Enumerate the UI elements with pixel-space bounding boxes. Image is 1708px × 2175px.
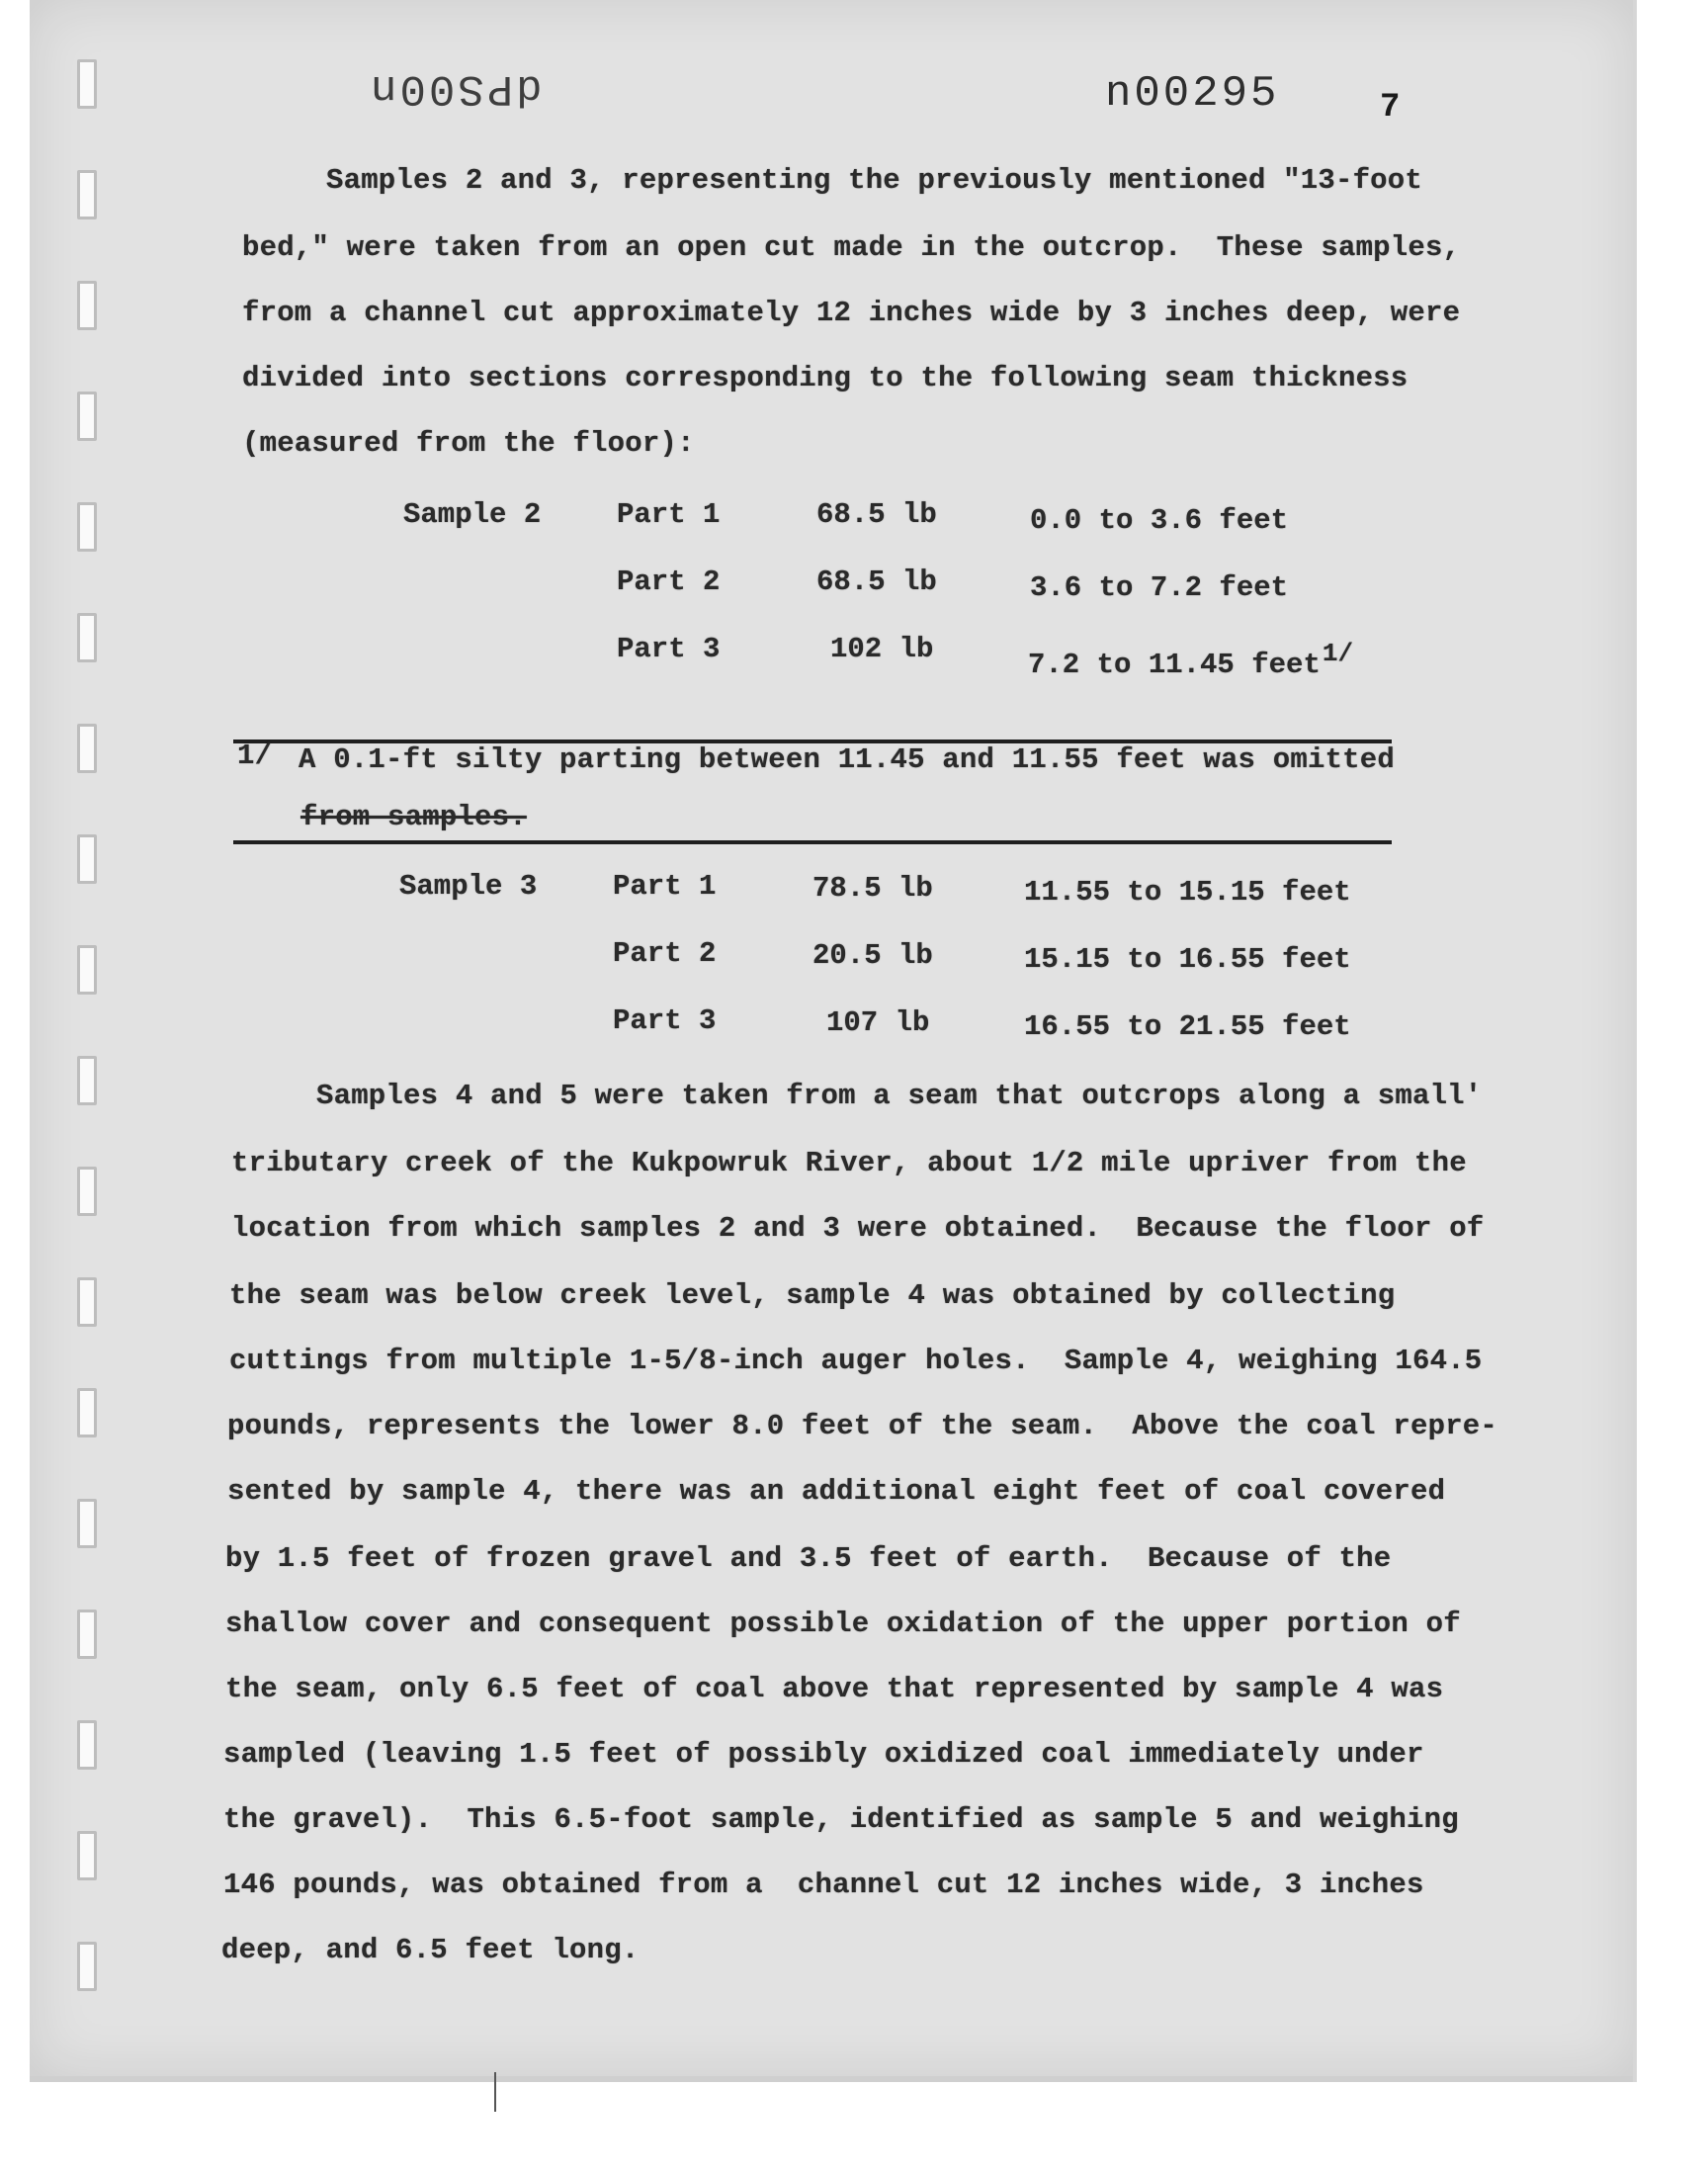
page-number: 7: [1380, 89, 1401, 127]
paragraph-line: pounds, represents the lower 8.0 feet of the seam. Above the coal repre-: [227, 1410, 1498, 1442]
paragraph-line: from a channel cut approximately 12 inches wide by 3 inches deep, were: [242, 297, 1461, 329]
weight-value: 102 lb: [830, 633, 934, 665]
paragraph-line: shallow cover and consequent possible oxidation of the upper portion of: [225, 1608, 1461, 1640]
footnote-text: A 0.1-ft silty parting between 11.45 and 11.55 feet was omitted: [299, 743, 1395, 776]
binding-hole: [77, 1499, 97, 1548]
footnote-text: from samples.: [300, 801, 527, 833]
part-label: Part 3: [613, 1004, 717, 1037]
binding-hole: [77, 1056, 97, 1105]
depth-range: 3.6 to 7.2 feet: [1030, 571, 1289, 604]
weight-value: 68.5 lb: [816, 498, 937, 531]
part-label: Part 1: [617, 498, 721, 531]
paragraph-line: Samples 2 and 3, representing the previously mentioned "13-foot: [326, 164, 1422, 197]
depth-range: 0.0 to 3.6 feet: [1030, 504, 1289, 537]
binding-hole: [77, 281, 97, 330]
weight-value: 20.5 lb: [812, 939, 933, 972]
depth-range: 15.15 to 16.55 feet: [1024, 943, 1351, 976]
depth-range: 16.55 to 21.55 feet: [1024, 1010, 1351, 1043]
sample-label: Sample 2: [403, 498, 542, 531]
depth-range-text: 7.2 to 11.45 feet: [1028, 649, 1321, 681]
binding-hole: [77, 59, 97, 109]
stamp-number: n00295: [1105, 69, 1280, 119]
paragraph-line: tributary creek of the Kukpowruk River, about 1/2 mile upriver from the: [231, 1147, 1467, 1179]
paragraph-line: the seam, only 6.5 feet of coal above that represented by sample 4 was: [225, 1673, 1444, 1705]
binding-hole: [77, 1831, 97, 1880]
depth-range: [1028, 639, 1353, 681]
paragraph-line: sampled (leaving 1.5 feet of possibly oxidized coal immediately under: [223, 1738, 1424, 1771]
paragraph-line: divided into sections corresponding to the following seam thickness: [242, 362, 1409, 394]
weight-value: 68.5 lb: [816, 566, 937, 598]
sample-label: Sample 3: [399, 870, 538, 903]
binding-hole: [77, 1610, 97, 1659]
binding-hole: [77, 1388, 97, 1437]
part-label: Part 2: [617, 566, 721, 598]
paragraph-line: sented by sample 4, there was an additional eight feet of coal covered: [227, 1475, 1446, 1508]
binding-hole: [77, 1942, 97, 1991]
binding-hole: [77, 1277, 97, 1327]
binding-hole: [77, 945, 97, 995]
binding-hole: [77, 834, 97, 884]
binding-hole: [77, 613, 97, 662]
paragraph-line: Samples 4 and 5 were taken from a seam that outcrops along a small': [316, 1080, 1483, 1112]
page-right-edge: [1633, 0, 1637, 2082]
paragraph-line: bed," were taken from an open cut made in the outcrop. These samples,: [242, 231, 1461, 264]
footnote-reference: 1/: [1322, 639, 1354, 668]
binding-hole: [77, 1720, 97, 1770]
part-label: Part 2: [613, 937, 717, 970]
part-label: Part 1: [613, 870, 717, 903]
binding-holes: [77, 59, 99, 1997]
part-label: Part 3: [617, 633, 721, 665]
page-bottom-edge: [30, 2076, 1633, 2082]
paragraph-line: 146 pounds, was obtained from a channel cut 12 inches wide, 3 inches: [223, 1869, 1424, 1901]
weight-value: 78.5 lb: [812, 872, 933, 905]
fold-mark: [494, 2072, 496, 2112]
weight-value: 107 lb: [826, 1006, 930, 1039]
binding-hole: [77, 392, 97, 441]
footnote-bottom-rule: [233, 840, 1392, 844]
depth-range: 11.55 to 15.15 feet: [1024, 876, 1351, 909]
binding-hole: [77, 170, 97, 219]
paragraph-line: deep, and 6.5 feet long.: [221, 1934, 640, 1966]
paragraph-line: the seam was below creek level, sample 4 was obtained by collecting: [229, 1279, 1396, 1312]
paragraph-line: (measured from the floor):: [242, 427, 695, 460]
paragraph-line: by 1.5 feet of frozen gravel and 3.5 feet of earth. Because of the: [225, 1542, 1392, 1575]
binding-hole: [77, 502, 97, 552]
binding-hole: [77, 724, 97, 773]
footnote-marker: 1/: [237, 740, 273, 772]
stamp-number-inverted: dPS00n: [368, 63, 543, 113]
paragraph-line: location from which samples 2 and 3 were obtained. Because the floor of: [231, 1212, 1485, 1245]
paragraph-line: cuttings from multiple 1-5/8-inch auger holes. Sample 4, weighing 164.5: [229, 1345, 1483, 1377]
paragraph-line: the gravel). This 6.5-foot sample, identified as sample 5 and weighing: [223, 1803, 1459, 1836]
binding-hole: [77, 1167, 97, 1216]
